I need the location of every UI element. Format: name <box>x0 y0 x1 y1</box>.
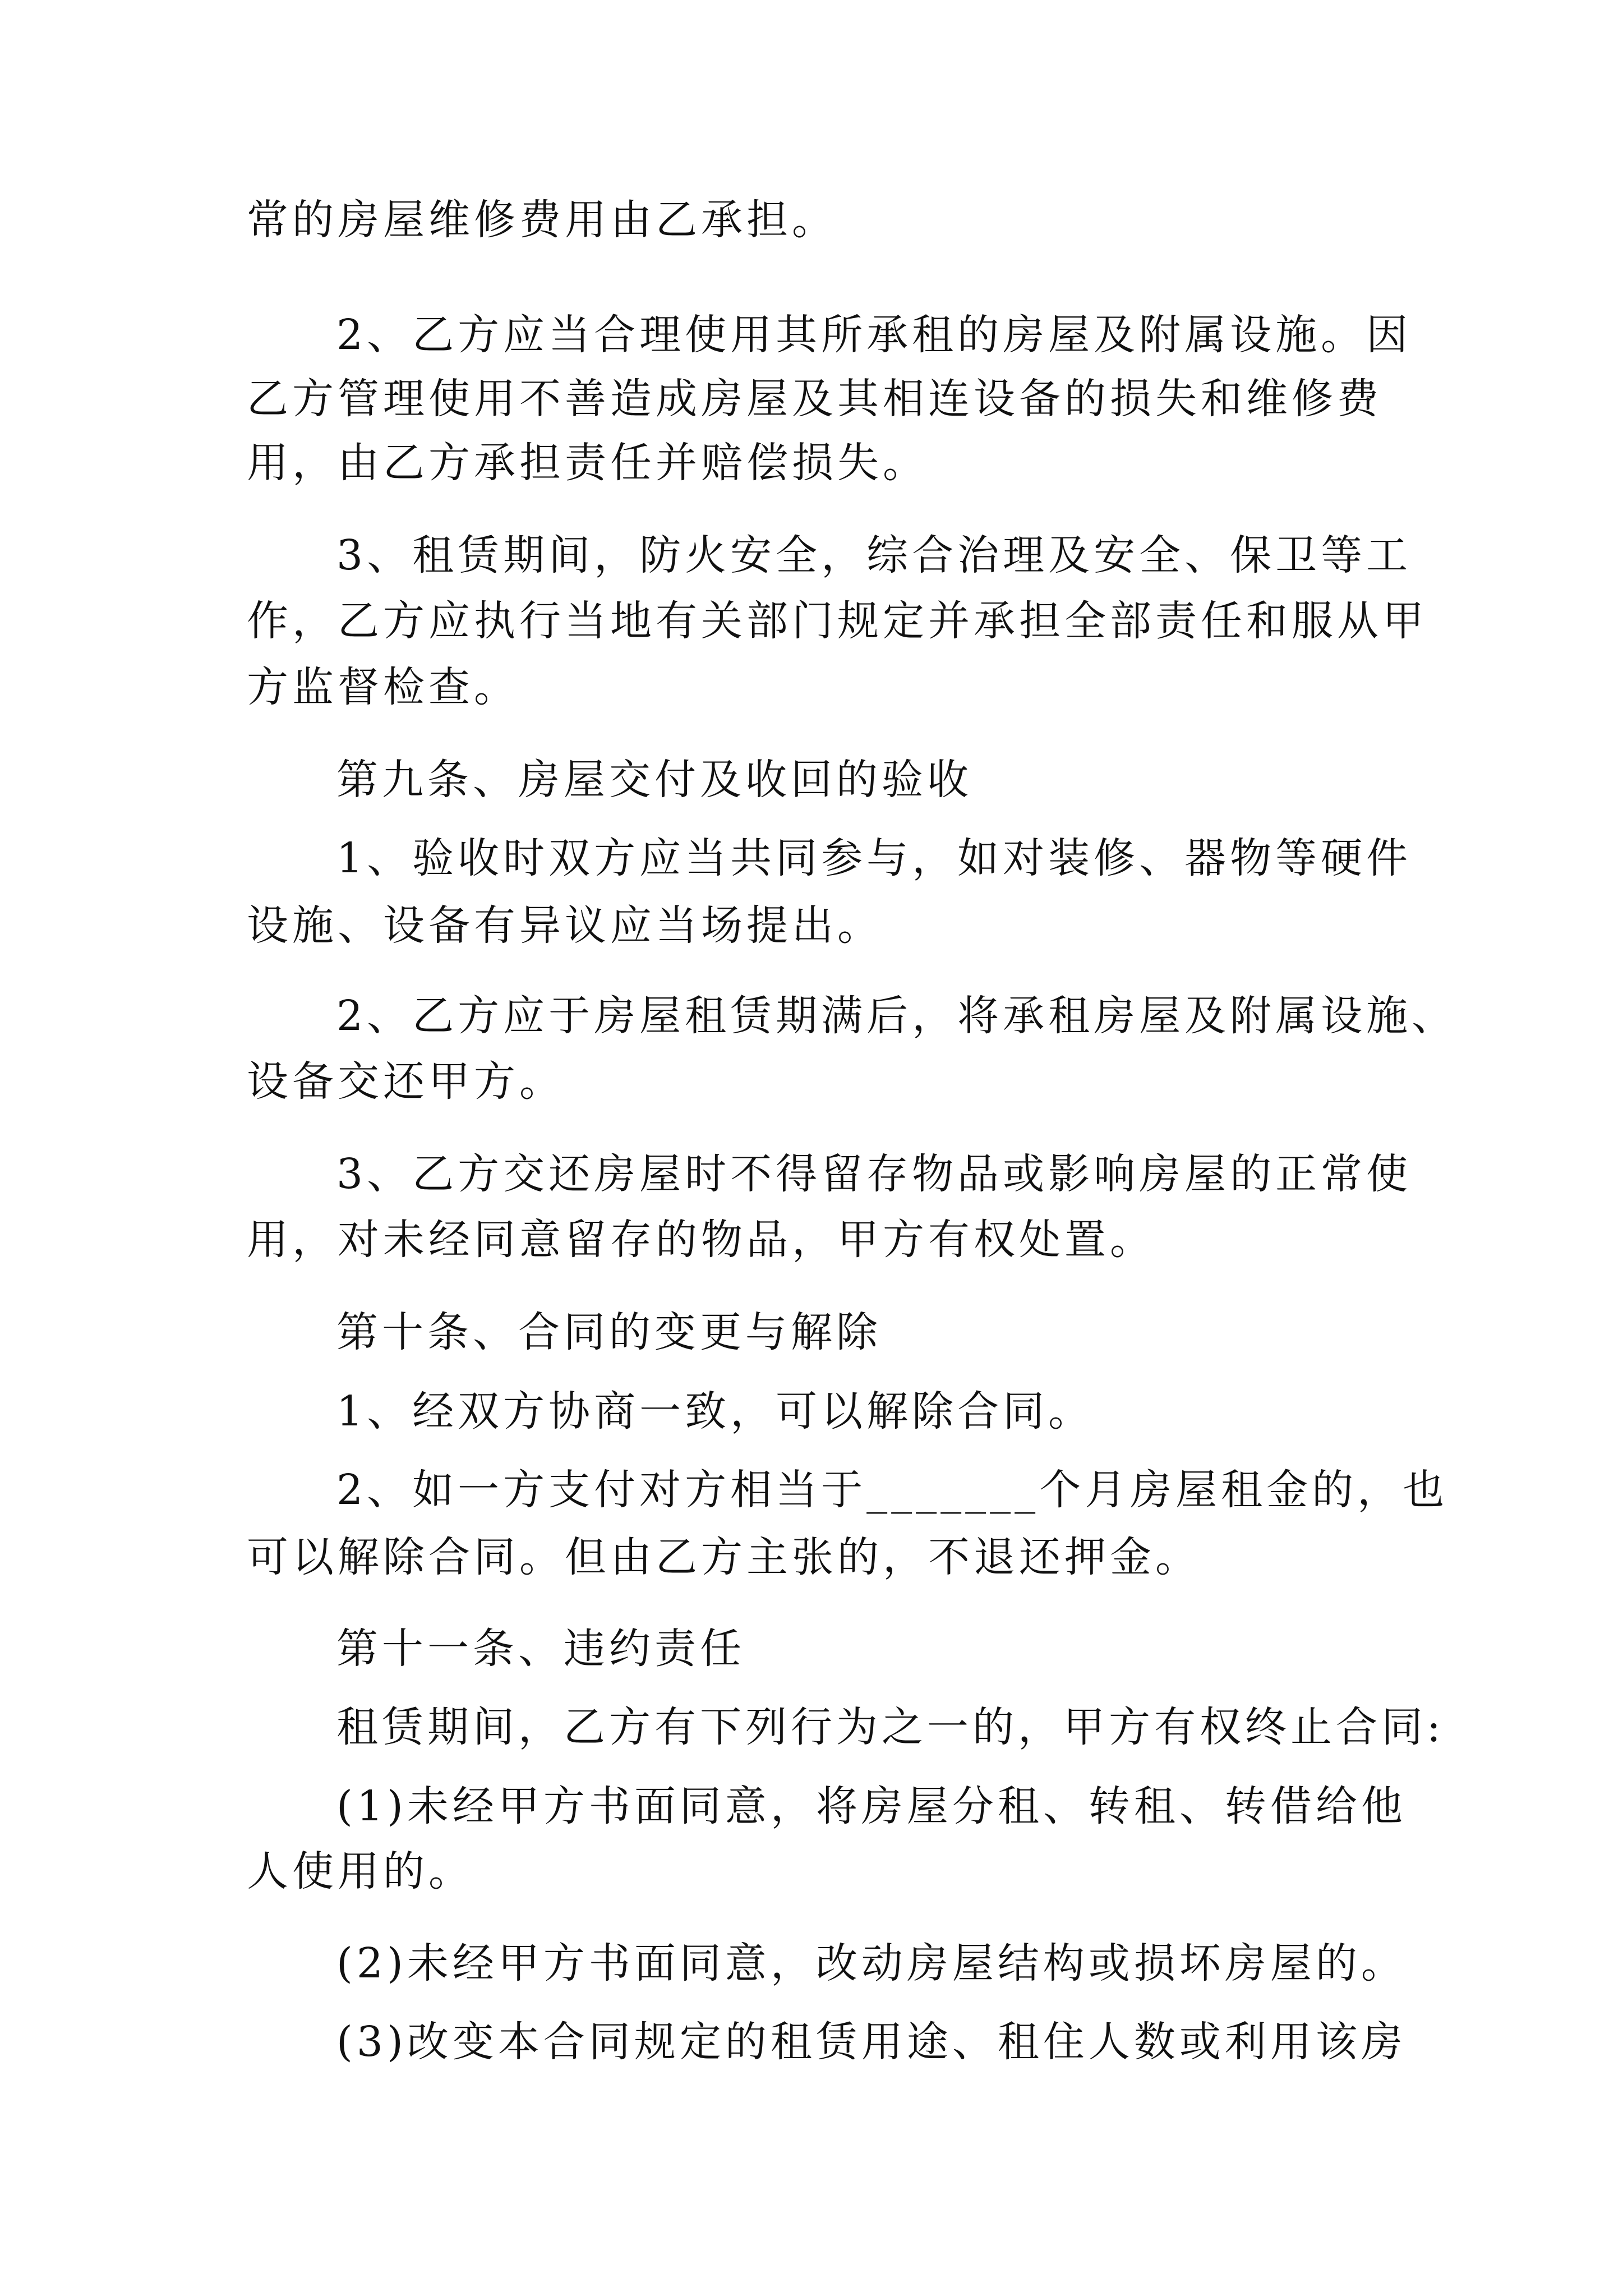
paragraph-line: 2、如一方支付对方相当于_______个月房屋租金的，也 <box>336 1466 1449 1514</box>
paragraph-line: 常的房屋维修费用由乙承担。 <box>247 196 837 244</box>
paragraph-line: 设施、设备有异议应当场提出。 <box>247 901 883 950</box>
paragraph-line: 1、验收时双方应当共同参与，如对装修、器物等硬件 <box>336 834 1412 882</box>
section-heading: 第十一条、违约责任 <box>336 1625 745 1673</box>
paragraph-line: 人使用的。 <box>247 1847 474 1895</box>
paragraph-line: 租赁期间，乙方有下列行为之一的，甲方有权终止合同: <box>336 1703 1445 1751</box>
paragraph-line: (3)改变本合同规定的租赁用途、租住人数或利用该房 <box>336 2018 1407 2066</box>
paragraph-line: 用，对未经同意留存的物品，甲方有权处置。 <box>247 1216 1155 1264</box>
paragraph-line: (1)未经甲方书面同意，将房屋分租、转租、转借给他 <box>336 1782 1407 1830</box>
paragraph-line: 3、租赁期间，防火安全，综合治理及安全、保卫等工 <box>336 531 1412 579</box>
paragraph-line: 方监督检查。 <box>247 663 519 711</box>
paragraph-line: 乙方管理使用不善造成房屋及其相连设备的损失和维修费 <box>247 375 1382 423</box>
paragraph-line: 作，乙方应执行当地有关部门规定并承担全部责任和服从甲 <box>247 597 1428 645</box>
paragraph-line: 可以解除合同。但由乙方主张的，不退还押金。 <box>247 1533 1201 1581</box>
paragraph-line: 3、乙方交还房屋时不得留存物品或影响房屋的正常使 <box>336 1150 1412 1198</box>
paragraph-line: 设备交还甲方。 <box>247 1057 565 1106</box>
paragraph-line: 2、乙方应当合理使用其所承租的房屋及附属设施。因 <box>336 311 1412 359</box>
paragraph-line: 用，由乙方承担责任并赔偿损失。 <box>247 439 928 487</box>
paragraph-line: 2、乙方应于房屋租赁期满后，将承租房屋及附属设施、 <box>336 992 1458 1040</box>
section-heading: 第十条、合同的变更与解除 <box>336 1308 882 1356</box>
paragraph-line: 1、经双方协商一致，可以解除合同。 <box>336 1387 1094 1435</box>
section-heading: 第九条、房屋交付及收回的验收 <box>336 756 972 804</box>
paragraph-line: (2)未经甲方书面同意，改动房屋结构或损坏房屋的。 <box>336 1939 1407 1987</box>
